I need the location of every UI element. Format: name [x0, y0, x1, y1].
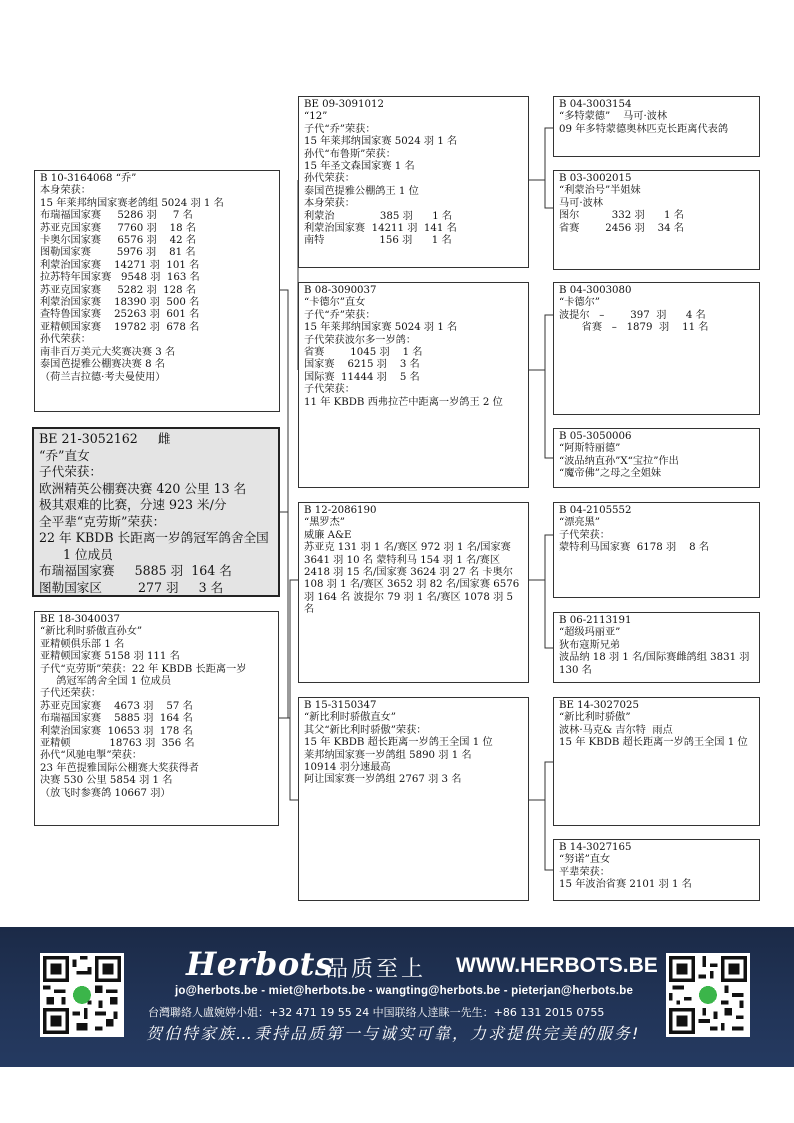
pedigree-line: 10914 羽分速最高: [304, 762, 391, 774]
pedigree-line: 图尔 332 羽 1 名: [559, 210, 684, 222]
pedigree-line: 图勒国家赛 5976 羽 81 名: [40, 247, 196, 259]
ring-number: B 10-3164068 “乔”: [40, 173, 137, 184]
pedigree-line: 极其艰难的比赛，分速 923 米/分: [39, 497, 227, 512]
website-link[interactable]: WWW.HERBOTS.BE: [456, 954, 658, 977]
pedigree-line: “卡德尔”直女: [304, 297, 366, 309]
dds-box: [553, 697, 760, 826]
pedigree-line: 子代荣获：: [39, 464, 102, 479]
ring-number: BE 14-3027025: [559, 700, 639, 711]
pedigree-line: 子代“乔”荣获：: [304, 309, 376, 321]
pedigree-line: 子代“乔”荣获：: [304, 123, 376, 135]
pedigree-line: 莱邦纳国家赛一岁鸽组 5890 羽 1 名: [304, 749, 472, 761]
pedigree-line: 孙代荣获：: [40, 334, 91, 346]
pedigree-line: 利蒙治国家赛 10653 羽 178 名: [40, 725, 193, 737]
pedigree-line: 15 年 KBDB 超长距离一岁鸽王全国 1 位: [304, 737, 493, 749]
sss-box: [553, 96, 760, 157]
dam-sire-box: [298, 502, 529, 683]
ring-number: B 12-2086190: [304, 505, 377, 516]
pedigree-line: 卡奥尔国家赛 6576 羽 42 名: [40, 235, 197, 247]
dam-box: [34, 611, 279, 826]
ring-number: B 03-3002015: [559, 173, 632, 184]
footer-slogan: 贺伯特家族…秉持品质第一与诚实可靠，力求提供完美的服务!: [146, 1024, 641, 1043]
pedigree-results: 15 年 KBDB 超长距离一岁鸽王全国 1 位: [559, 737, 748, 749]
pedigree-results: 苏亚克 131 羽 1 名/赛区 972 羽 1 名/国家赛 3641 羽 10 名 蒙特利马 154 羽 1 名/赛区 2418 羽 15 名/国家赛 3624 羽 27 名 卡奥尔 108 羽 1 名/赛区 3652 羽 82 名/国家赛 6576 羽 164 名 波提尔 79 羽 1 名/赛区 1078 羽 5 名: [304, 542, 520, 616]
pedigree-line: “黑罗杰”: [304, 517, 345, 529]
pedigree-line: 子代荣获波尔多一岁鸽：: [304, 334, 417, 346]
pedigree-line: 孙代荣获：: [304, 173, 355, 185]
ring-number: BE 09-3091012: [304, 99, 384, 110]
pedigree-line: 全平辈“克劳斯”荣获：: [39, 513, 166, 529]
dsd-box: [553, 612, 760, 683]
line-qr-icon: [40, 953, 124, 1037]
pedigree-line: “乔”直女: [39, 447, 90, 463]
sds-box: [553, 282, 760, 415]
ring-number: BE 21-3052162 雌: [39, 431, 171, 446]
pedigree-line: 孙代“风驰电掣”荣获：: [40, 750, 143, 762]
phone-contacts: 台灣聯絡人盧婉婷小姐：+32 471 19 55 24 中国联络人逹睐一先生：+86 131 2015 0755: [148, 1006, 605, 1019]
pedigree-line: 22 年 KBDB 长距离一岁鸽冠军鸽舍全国: [39, 530, 269, 545]
ring-number: B 14-3027165: [559, 842, 632, 853]
ring-number: B 04-3003154: [559, 99, 632, 110]
ring-number: B 08-3090037: [304, 285, 377, 296]
pedigree-line: 子代“克劳斯”荣获：22 年 KBDB 长距离一岁: [40, 663, 247, 675]
pedigree-line: 1 位成员: [39, 546, 113, 562]
ddd-box: [553, 839, 760, 901]
pedigree-line: 威廉 A&E: [304, 529, 352, 541]
pedigree-line: 蒙特利马国家赛 6178 羽 8 名: [559, 542, 710, 554]
pedigree-results: 09 年多特蒙德奥林匹克长距离代表鸽: [559, 123, 729, 135]
pedigree-line: （放飞时参赛鸽 10667 羽）: [40, 787, 171, 799]
pedigree-line: “努诺”直女: [559, 854, 611, 866]
pedigree-line: “魔帝佛”之母之全姐妹: [559, 468, 662, 480]
sire-box: [34, 170, 280, 412]
wechat-qr-icon: [666, 953, 750, 1037]
pedigree-line: 15 年莱邦纳国家赛 5024 羽 1 名: [304, 322, 458, 334]
pedigree-line: “波品纳直孙”X“宝拉”作出: [559, 455, 679, 467]
ring-number: B 15-3150347: [304, 700, 377, 711]
ring-number: BE 18-3040037: [40, 614, 120, 625]
pedigree-line: 平辈荣获：: [559, 866, 610, 878]
ring-number: B 06-2113191: [559, 615, 632, 626]
pedigree-line: 15 年莱邦纳国家赛老鸽组 5024 羽 1 名: [40, 197, 224, 209]
pedigree-line: 国际赛 11444 羽 5 名: [304, 371, 420, 383]
pedigree-line: 鸽冠军鸽舍全国 1 位成员: [40, 676, 172, 688]
sire-dam-box: [298, 282, 529, 488]
dss-box: [553, 502, 760, 598]
email-contacts[interactable]: jo@herbots.be - miet@herbots.be - wangting@herbots.be - pieterjan@herbots.be: [175, 985, 634, 997]
pedigree-line: 马可·波林: [559, 197, 603, 209]
pedigree-line: 孙代“布鲁斯”荣获：: [304, 148, 396, 160]
pedigree-line: 15 年圣文森国家赛 1 名: [304, 161, 415, 173]
pedigree-line: 亚精顿国家赛 19782 羽 678 名: [40, 321, 200, 333]
dam-dam-box: [298, 697, 529, 901]
pedigree-line: “漂亮黑”: [559, 517, 600, 529]
pedigree-line: 拉苏特年国家赛 9548 羽 163 名: [40, 272, 200, 284]
pedigree-line: “卡德尔”: [559, 297, 600, 309]
pedigree-line: 省赛 – 1879 羽 11 名: [559, 322, 709, 334]
pedigree-line: 23 年芭提雅国际公棚赛大奖获得者: [40, 762, 199, 774]
pedigree-line: 布瑞福国家赛 5885 羽 164 名: [39, 563, 232, 578]
pedigree-line: 查特鲁国家赛 25263 羽 601 名: [40, 309, 200, 321]
pedigree-line: 15 年莱邦纳国家赛 5024 羽 1 名: [304, 136, 458, 148]
ring-number: B 04-3003080: [559, 285, 632, 296]
subject-pigeon-box: [32, 427, 280, 597]
pedigree-line: 欧洲精英公棚赛决赛 420 公里 13 名: [39, 480, 247, 496]
pedigree-line: 利蒙治国家赛 14271 羽 101 名: [40, 259, 200, 271]
pedigree-line: 省赛 1045 羽 1 名: [304, 347, 423, 359]
ssd-box: [553, 170, 760, 270]
pedigree-line: 布瑞福国家赛 5286 羽 7 名: [40, 210, 193, 222]
pedigree-line: 亚精顿俱乐部 1 名: [40, 638, 125, 650]
pedigree-line: 苏亚克国家赛 4673 羽 57 名: [40, 700, 193, 712]
pedigree-line: 本身荣获：: [304, 198, 355, 210]
pedigree-line: 国家赛 6215 羽 3 名: [304, 359, 420, 371]
pedigree-line: 本身荣获：: [40, 185, 91, 197]
pedigree-line: 布瑞福国家赛 5885 羽 164 名: [40, 713, 193, 725]
pedigree-line: 苏亚克国家赛 5282 羽 128 名: [40, 284, 197, 296]
pedigree-line: “12”: [304, 111, 328, 123]
ring-number: B 05-3050006: [559, 431, 632, 442]
pedigree-line: 阿让国家赛一岁鸽组 2767 羽 3 名: [304, 774, 462, 786]
sire-sire-box: [298, 96, 529, 268]
pedigree-line: 15 年波治省赛 2101 羽 1 名: [559, 879, 692, 891]
pedigree-line: 利蒙治国家赛 18390 羽 500 名: [40, 297, 200, 309]
sdd-box: [553, 428, 760, 488]
pedigree-line: 利蒙治国家赛 14211 羽 141 名: [304, 223, 457, 235]
pedigree-line: 南非百万美元大奖赛决赛 3 名: [40, 346, 176, 358]
pedigree-line: 泰国芭提雅公棚鸽王 1 位: [304, 185, 419, 197]
pedigree-line: 波林·马克& 吉尔特 雨点: [559, 724, 673, 736]
footer-banner: [0, 927, 794, 1067]
pedigree-line: 狄布寇斯兄弟: [559, 639, 621, 651]
brand-logo: Herbots: [186, 945, 334, 983]
pedigree-line: 图勒国家区 277 羽 3 名: [39, 579, 224, 595]
pedigree-line: “阿斯特丽德”: [559, 443, 621, 455]
pedigree-line: 亚精顿国家赛 5158 羽 111 名: [40, 651, 180, 663]
pedigree-line: 泰国芭提雅公棚赛决赛 8 名: [40, 359, 166, 371]
pedigree-results: 波品纳 18 羽 1 名/国际赛雌鸽组 3831 羽 130 名: [559, 652, 750, 676]
pedigree-line: 决赛 530 公里 5854 羽 1 名: [40, 775, 173, 787]
pedigree-line: 亚精顿 18763 羽 356 名: [40, 738, 195, 750]
pedigree-line: “超级玛丽亚”: [559, 627, 621, 639]
pedigree-line: 苏亚克国家赛 7760 羽 18 名: [40, 222, 197, 234]
pedigree-line: 利蒙治 385 羽 1 名: [304, 210, 453, 222]
pedigree-line: 南特 156 羽 1 名: [304, 235, 452, 247]
brand-tagline: 品质至上: [326, 957, 427, 982]
pedigree-line: （荷兰吉拉德·考夫曼使用）: [40, 371, 166, 383]
pedigree-line: “新比利时骄傲直孙女”: [40, 626, 143, 638]
pedigree-line: 子代还荣获：: [40, 688, 102, 700]
pedigree-line: 子代荣获：: [559, 529, 610, 541]
pedigree-line: 11 年 KBDB 西弗拉芒中距离一岁鸽王 2 位: [304, 396, 503, 408]
ring-number: B 04-2105552: [559, 505, 632, 516]
pedigree-line: “利蒙治号”半姐妹: [559, 185, 641, 197]
pedigree-line: “新比利时骄傲”: [559, 712, 631, 724]
pedigree-line: “新比利时骄傲直女”: [304, 712, 396, 724]
pedigree-line: 子代荣获：: [304, 384, 355, 396]
pedigree-line: “多特蒙德” 马可·波林: [559, 111, 668, 123]
pedigree-line: 省赛 2456 羽 34 名: [559, 222, 684, 234]
pedigree-line: 波提尔 – 397 羽 4 名: [559, 309, 706, 321]
pedigree-line: 其父“新比利时骄傲”荣获：: [304, 724, 427, 736]
